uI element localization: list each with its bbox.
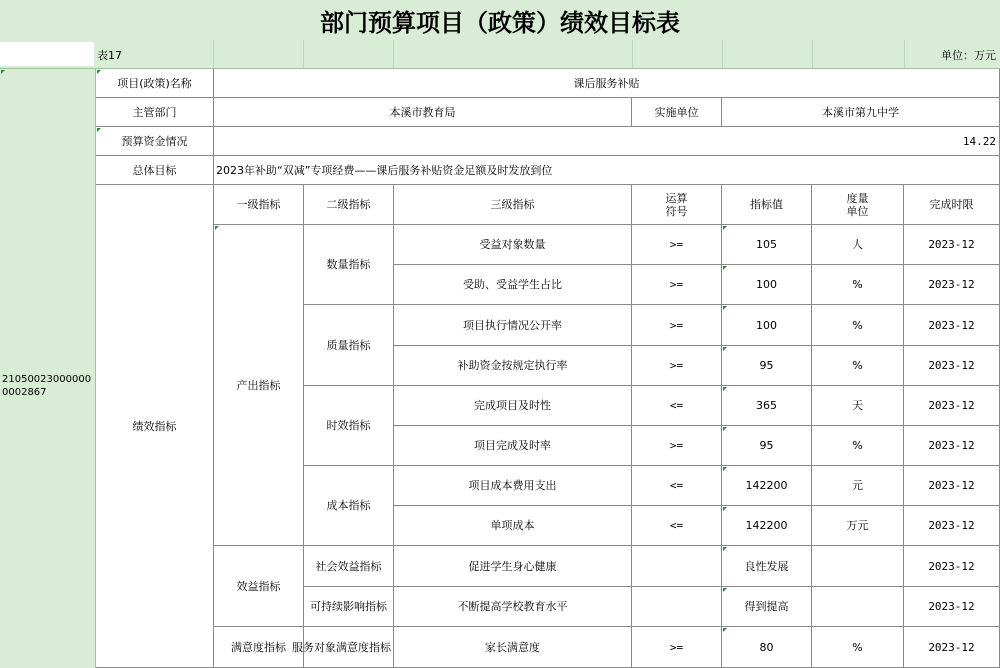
indicator-deadline: 2023-12 [904, 386, 1000, 426]
indicator-name: 不断提高学校教育水平 [394, 587, 632, 627]
indicator-value: 365 [722, 386, 812, 426]
indicator-unit: % [812, 426, 904, 466]
indicator-name: 补助资金按规定执行率 [394, 346, 632, 386]
indicator-operator: >= [632, 426, 722, 466]
green-corner-marker [1, 70, 5, 74]
indicator-operator: >= [632, 225, 722, 265]
indicator-deadline: 2023-12 [904, 587, 1000, 627]
indicator-operator: >= [632, 627, 722, 668]
green-corner-marker [723, 547, 727, 551]
indicator-value: 142200 [722, 466, 812, 506]
green-corner-marker [723, 306, 727, 310]
indicator-name: 完成项目及时性 [394, 386, 632, 426]
indicator-deadline: 2023-12 [904, 466, 1000, 506]
project-name-value: 课后服务补贴 [214, 69, 1000, 98]
indicator-name: 项目完成及时率 [394, 426, 632, 466]
green-corner-marker [215, 226, 219, 230]
header-operator: 运算符号 [632, 185, 722, 225]
header-divider [722, 40, 723, 68]
header-divider [632, 40, 633, 68]
indicator-value: 100 [722, 305, 812, 346]
level2-timeliness: 时效指标 [304, 386, 394, 466]
project-code-column [0, 69, 96, 668]
indicator-operator: >= [632, 305, 722, 346]
indicator-operator: <= [632, 466, 722, 506]
indicator-unit [812, 587, 904, 627]
header-divider [904, 40, 905, 68]
indicator-unit: 人 [812, 225, 904, 265]
indicator-unit: % [812, 627, 904, 668]
indicator-value: 得到提高 [722, 587, 812, 627]
level1-output: 产出指标 [214, 225, 304, 546]
dept-label: 主管部门 [96, 98, 214, 127]
indicator-operator [632, 546, 722, 587]
level2-client-satisfaction: 服务对象满意度指标 [304, 627, 394, 668]
green-corner-marker [723, 387, 727, 391]
level2-quantity: 数量指标 [304, 225, 394, 305]
indicator-unit: % [812, 346, 904, 386]
impl-label: 实施单位 [632, 98, 722, 127]
goal-value: 2023年补助“双减”专项经费——课后服务补贴资金足额及时发放到位 [214, 156, 1000, 185]
header-divider [213, 40, 214, 68]
indicator-deadline: 2023-12 [904, 627, 1000, 668]
indicator-deadline: 2023-12 [904, 225, 1000, 265]
indicator-deadline: 2023-12 [904, 346, 1000, 386]
level2-cost: 成本指标 [304, 466, 394, 546]
header-divider [303, 40, 304, 68]
indicator-name: 促进学生身心健康 [394, 546, 632, 587]
budget-value: 14.22 [214, 127, 1000, 156]
header-unit: 度量单位 [812, 185, 904, 225]
indicator-unit: % [812, 265, 904, 305]
project-name-label: 项目(政策)名称 [96, 69, 214, 98]
header-deadline: 完成时限 [904, 185, 1000, 225]
indicator-name: 单项成本 [394, 506, 632, 546]
budget-label: 预算资金情况 [96, 127, 214, 156]
level1-benefit: 效益指标 [214, 546, 304, 627]
green-corner-marker [723, 427, 727, 431]
indicator-unit: 元 [812, 466, 904, 506]
blank-cell [0, 42, 94, 66]
green-corner-marker [723, 588, 727, 592]
indicator-operator: >= [632, 346, 722, 386]
indicator-unit: 天 [812, 386, 904, 426]
green-corner-marker [97, 70, 101, 74]
indicator-unit: % [812, 305, 904, 346]
project-code: 210500230000000002867 [2, 374, 92, 398]
indicator-operator: <= [632, 386, 722, 426]
indicator-unit: 万元 [812, 506, 904, 546]
table-info-bar [0, 40, 1000, 69]
indicator-name: 项目执行情况公开率 [394, 305, 632, 346]
indicator-name: 家长满意度 [394, 627, 632, 668]
header-level1: 一级指标 [214, 185, 304, 225]
indicator-deadline: 2023-12 [904, 305, 1000, 346]
indicator-value: 95 [722, 346, 812, 386]
green-corner-marker [723, 507, 727, 511]
indicator-deadline: 2023-12 [904, 506, 1000, 546]
indicator-name: 受助、受益学生占比 [394, 265, 632, 305]
indicator-value: 142200 [722, 506, 812, 546]
page-title: 部门预算项目（政策）绩效目标表 [0, 0, 1000, 41]
dept-value: 本溪市教育局 [214, 98, 632, 127]
goal-label: 总体目标 [96, 156, 214, 185]
indicator-operator: <= [632, 506, 722, 546]
header-divider [393, 40, 394, 68]
level2-quality: 质量指标 [304, 305, 394, 386]
green-corner-marker [723, 347, 727, 351]
green-corner-marker [723, 226, 727, 230]
indicator-value: 95 [722, 426, 812, 466]
indicator-deadline: 2023-12 [904, 546, 1000, 587]
header-divider [812, 40, 813, 68]
green-corner-marker [723, 628, 727, 632]
indicator-value: 良性发展 [722, 546, 812, 587]
performance-table [96, 69, 1000, 668]
level1-satisfaction: 满意度指标 [214, 627, 304, 668]
indicator-name: 受益对象数量 [394, 225, 632, 265]
indicator-name: 项目成本费用支出 [394, 466, 632, 506]
indicator-value: 100 [722, 265, 812, 305]
impl-value: 本溪市第九中学 [722, 98, 1000, 127]
indicator-deadline: 2023-12 [904, 265, 1000, 305]
header-value: 指标值 [722, 185, 812, 225]
header-level3: 三级指标 [394, 185, 632, 225]
level2-social-benefit: 社会效益指标 [304, 546, 394, 587]
green-corner-marker [723, 266, 727, 270]
unit-label: 单位：万元 [941, 49, 996, 62]
indicator-unit [812, 546, 904, 587]
table-number: 表17 [97, 49, 122, 62]
indicator-operator: >= [632, 265, 722, 305]
level2-sustainability: 可持续影响指标 [304, 587, 394, 627]
header-level2: 二级指标 [304, 185, 394, 225]
indicator-deadline: 2023-12 [904, 426, 1000, 466]
green-corner-marker [723, 467, 727, 471]
indicators-section-label: 绩效指标 [96, 185, 214, 668]
indicator-value: 105 [722, 225, 812, 265]
indicator-value: 80 [722, 627, 812, 668]
green-corner-marker [97, 128, 101, 132]
indicator-operator [632, 587, 722, 627]
